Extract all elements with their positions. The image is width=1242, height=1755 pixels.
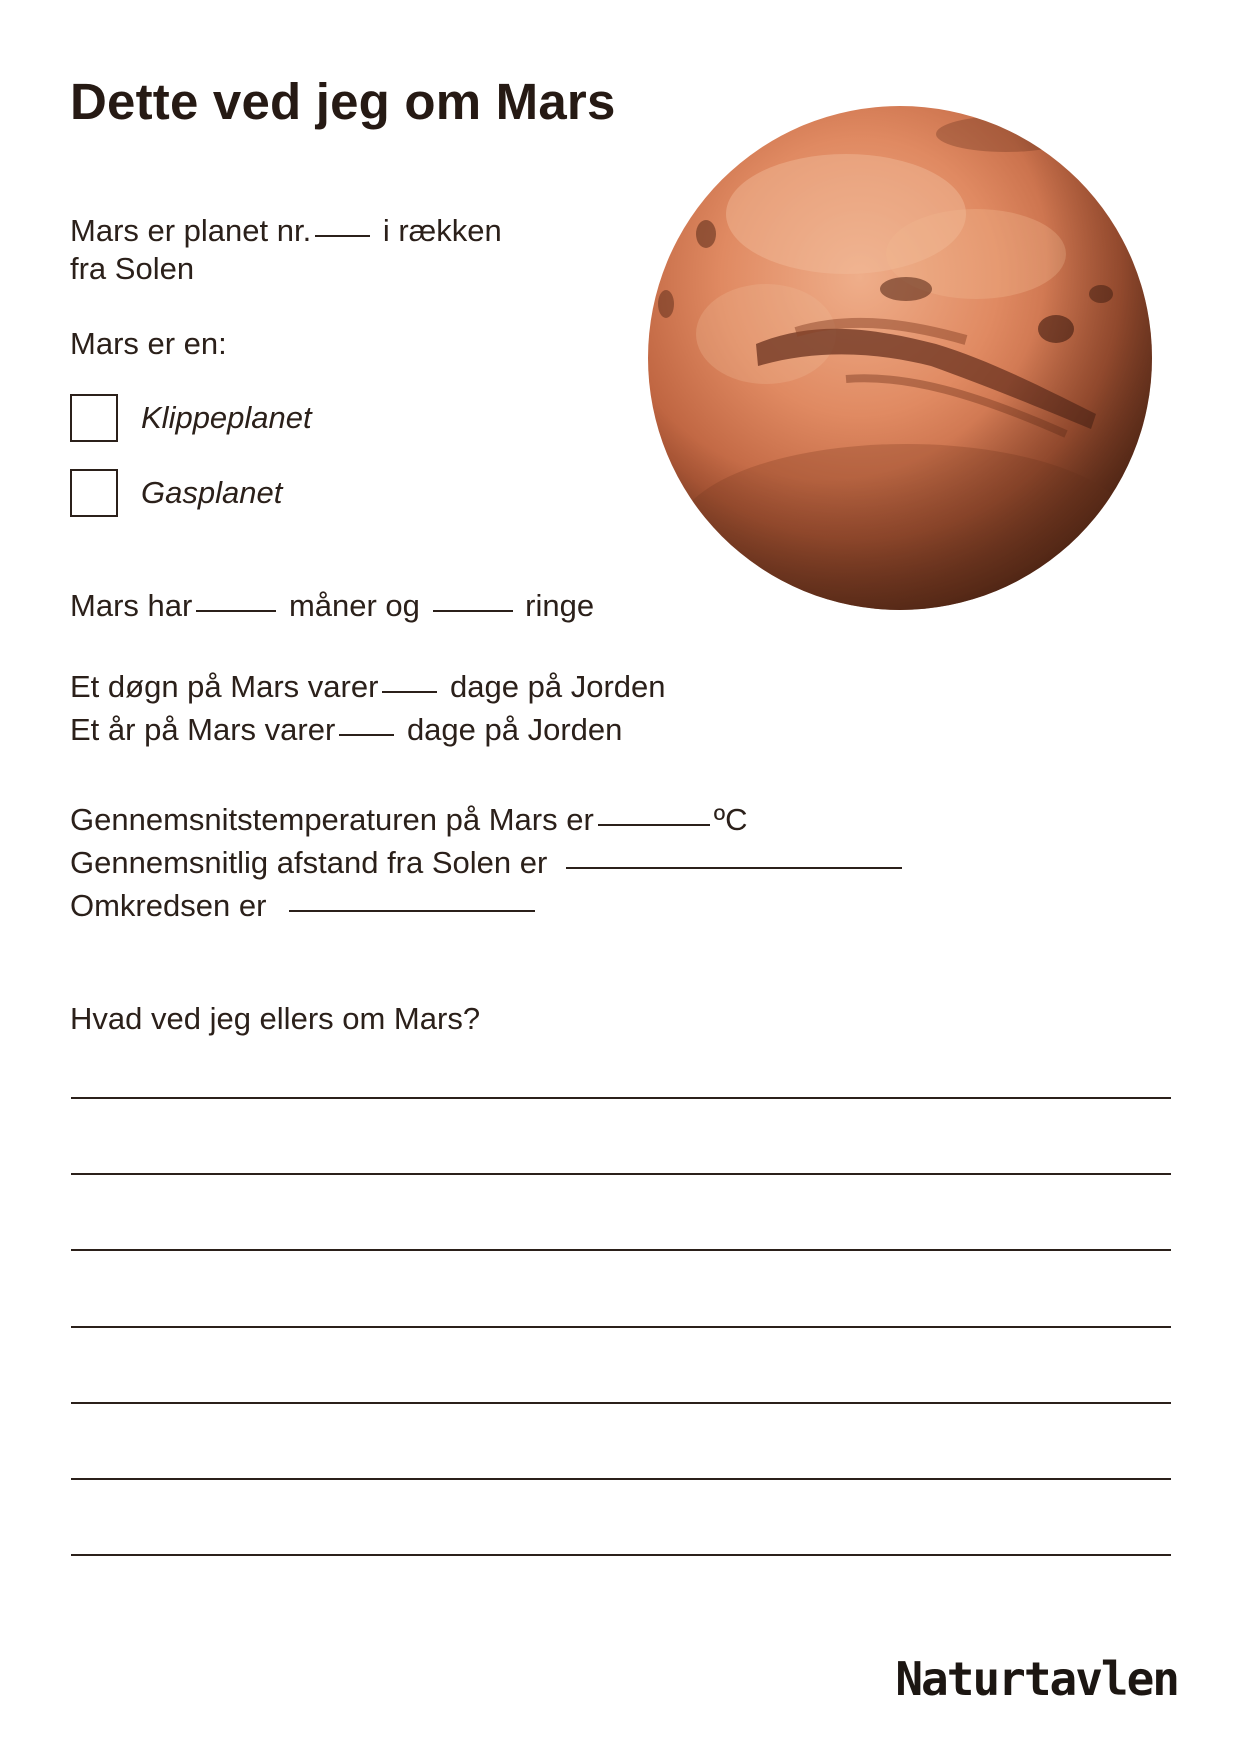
question-planet-type: Mars er en: <box>70 326 227 361</box>
question-distance <box>70 844 906 882</box>
question-moons-rings <box>70 587 594 625</box>
answer-blank-temperature[interactable] <box>598 823 710 826</box>
question-text: måner og <box>288 588 420 623</box>
brand-logo: Naturtavlen <box>895 1652 1178 1706</box>
option-gas-planet[interactable] <box>70 467 282 519</box>
question-year-length <box>70 711 622 749</box>
question-day-length <box>70 668 666 706</box>
question-text: Mars er planet nr. <box>70 213 312 248</box>
writing-line[interactable] <box>71 1097 1171 1099</box>
checkbox-gas-planet[interactable] <box>70 469 118 517</box>
page-title: Dette ved jeg om Mars <box>70 73 616 130</box>
question-text: Mars har <box>70 588 193 623</box>
writing-line[interactable] <box>71 1554 1171 1556</box>
writing-line[interactable] <box>71 1173 1171 1175</box>
answer-blank-planet-number[interactable] <box>315 234 370 237</box>
question-text: Gennemsnitstemperaturen på Mars er <box>70 802 594 837</box>
question-circumference <box>70 887 539 925</box>
question-other-knowledge: Hvad ved jeg ellers om Mars? <box>70 1001 481 1036</box>
answer-blank-circumference[interactable] <box>289 909 535 912</box>
writing-line[interactable] <box>71 1249 1171 1251</box>
checkbox-rocky-planet[interactable] <box>70 394 118 442</box>
question-temperature <box>70 801 748 839</box>
question-text: Et år på Mars varer <box>70 712 336 747</box>
question-text: dage på Jorden <box>406 712 623 747</box>
answer-blank-rings[interactable] <box>433 609 513 612</box>
question-planet-number-line2: fra Solen <box>70 251 195 286</box>
question-text: Gennemsnitlig afstand fra Solen er <box>70 845 548 880</box>
question-text: Et døgn på Mars varer <box>70 669 379 704</box>
option-rocky-planet[interactable] <box>70 392 312 444</box>
writing-line[interactable] <box>71 1326 1171 1328</box>
answer-blank-moons[interactable] <box>196 609 276 612</box>
question-text: ringe <box>525 588 595 623</box>
checkbox-label: Klippeplanet <box>141 400 312 435</box>
writing-line[interactable] <box>71 1402 1171 1404</box>
checkbox-label: Gasplanet <box>141 475 283 510</box>
answer-blank-year[interactable] <box>339 733 394 736</box>
answer-blank-distance[interactable] <box>566 866 902 869</box>
question-planet-number <box>70 212 502 250</box>
question-text: i rækken <box>382 213 502 248</box>
mars-planet-image <box>646 104 1154 612</box>
question-text: Omkredsen er <box>70 888 267 923</box>
question-text: dage på Jorden <box>450 669 666 704</box>
temperature-unit: ºC <box>713 802 748 837</box>
answer-blank-day[interactable] <box>382 690 437 693</box>
writing-line[interactable] <box>71 1478 1171 1480</box>
